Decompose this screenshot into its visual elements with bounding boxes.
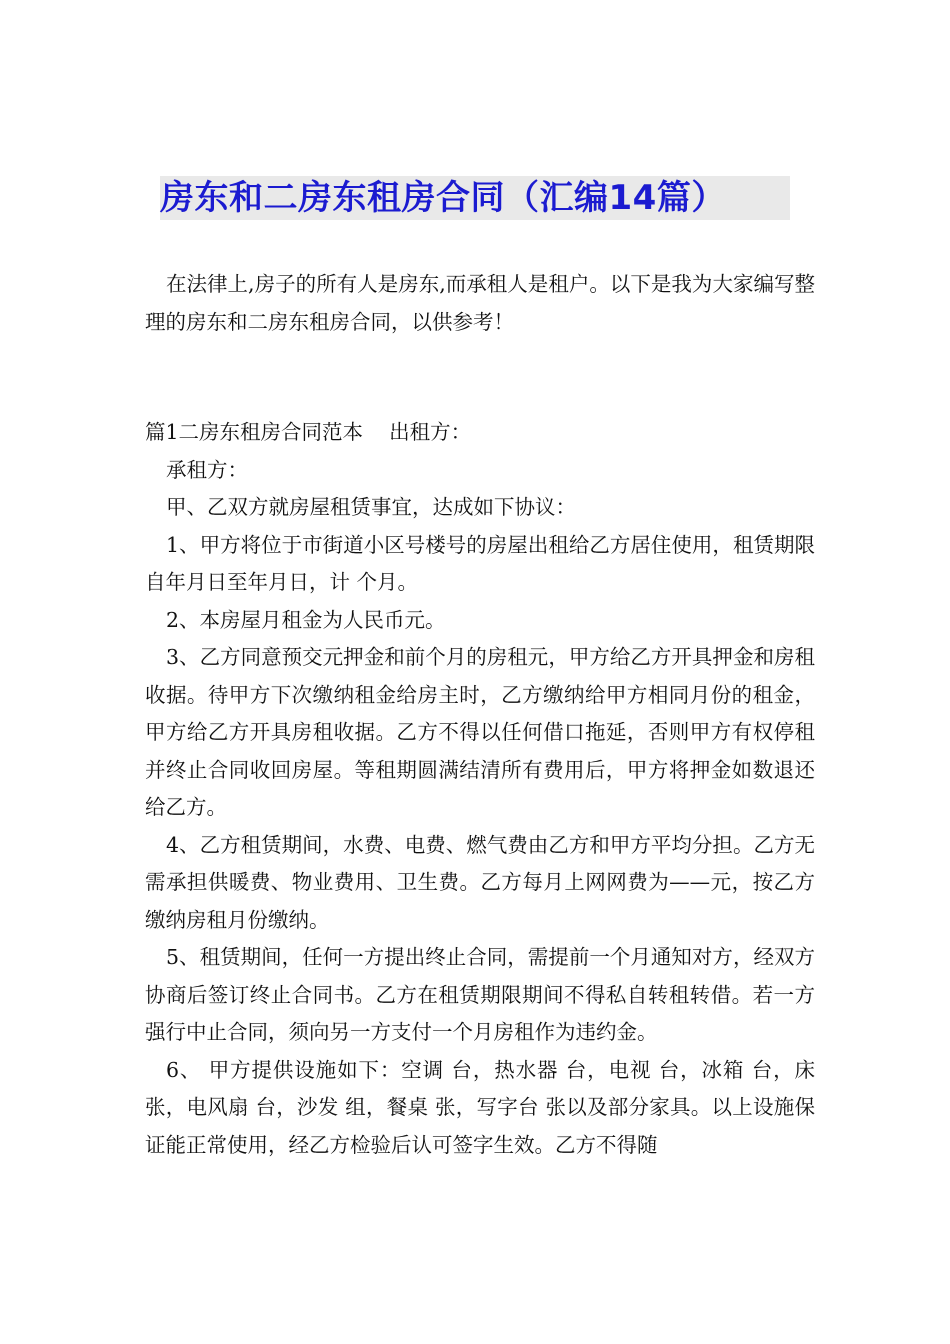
contract-paragraph: 5、租赁期间，任何一方提出终止合同，需提前一个月通知对方，经双方协商后签订终止合同书。乙方在租赁期限期间不得私自转租转借。若一方强行中止合同，须向另一方支付一个月房租作为违约金。 (145, 945, 815, 1044)
document-title: 房东和二房东租房合同（汇编14篇） (160, 178, 726, 218)
section-heading: 篇1二房东租房合同范本 出租方： (145, 420, 472, 444)
contract-paragraph: 3、乙方同意预交元押金和前个月的房租元，甲方给乙方开具押金和房租收据。待甲方下次缴纳租金给房主时，乙方缴纳给甲方相同月份的租金，甲方给乙方开具房租收据。乙方不得以任何借口拖延，否则甲方有权停租并终止合同收回房屋。等租期圆满结清所有费用后，甲方将押金如数退还给乙方。 (145, 645, 815, 819)
contract-paragraph: 甲、乙双方就房屋租赁事宜，达成如下协议： (166, 495, 576, 519)
intro-paragraph: 在法律上,房子的所有人是房东,而承租人是租户。以下是我为大家编写整理的房东和二房东租房合同，以供参考！ (145, 272, 815, 334)
intro-block (145, 266, 815, 341)
contract-body (145, 414, 815, 1164)
contract-paragraph: 承租方： (166, 457, 248, 482)
contract-paragraph: 2、本房屋月租金为人民币元。 (166, 607, 446, 632)
contract-paragraph: 1、甲方将位于市街道小区号楼号的房屋出租给乙方居住使用，租赁期限自年月日至年月日，计 个月。 (145, 532, 815, 594)
contract-paragraph: 6、 甲方提供设施如下：空调 台，热水器 台，电视 台，冰箱 台，床 张，电风扇 台，沙发 组，餐桌 张，写字台 张以及部分家具。以上设施保证能正常使用，经乙方检验后认可签字生效。乙方不得随 (145, 1057, 815, 1157)
title-highlight (160, 176, 790, 220)
contract-paragraph: 4、乙方租赁期间，水费、电费、燃气费由乙方和甲方平均分担。乙方无需承担供暖费、物业费用、卫生费。乙方每月上网网费为——元，按乙方缴纳房租月份缴纳。 (145, 832, 815, 932)
